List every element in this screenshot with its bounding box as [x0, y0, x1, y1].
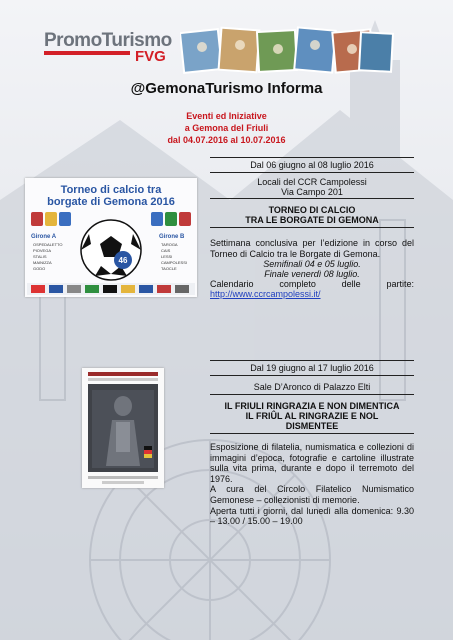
photo-strip	[180, 25, 395, 77]
poster-title-line2: borgate di Gemona 2016	[47, 196, 175, 208]
event1-place-line1: Locali del CCR Campolessi	[257, 177, 367, 187]
brand-promoturismo: PromoTurismo	[44, 30, 172, 51]
poster-title-line1: Torneo di calcio tra	[60, 184, 162, 196]
event1-final: Finale venerdì 08 luglio.	[264, 269, 360, 280]
event2-title-line3: DISMENTEE	[285, 421, 339, 431]
exhibition-poster	[82, 368, 164, 488]
event2-title-line2: IL FRIÛL AL RINGRAZIE E NOL	[245, 411, 379, 421]
group-b-team: TAOCLE	[161, 266, 177, 271]
group-b-team: CAMPOLESSI	[161, 260, 188, 265]
group-a-team: OSPEDALETTO	[33, 242, 63, 247]
event1-title-line2: TRA LE BORGATE DI GEMONA	[245, 215, 379, 225]
crest-icon-right	[151, 212, 191, 226]
event2-date: Dal 19 giugno al 17 luglio 2016	[250, 363, 374, 373]
group-b-label: Girone B	[159, 234, 185, 240]
intro-block	[0, 110, 453, 146]
brand-underline	[44, 51, 130, 55]
group-b-team: LESSI	[161, 254, 173, 259]
event1-date: Dal 06 giugno al 08 luglio 2016	[250, 160, 374, 170]
sponsor-logos	[27, 283, 195, 295]
group-b-team: CAIS	[161, 248, 171, 253]
group-b-team: TAROGA	[161, 242, 178, 247]
event1-place-line2: Via Campo 201	[281, 187, 343, 197]
event1-link[interactable]: http://www.ccrcampolessi.it/	[210, 289, 321, 300]
group-a-team: GODO	[33, 266, 46, 271]
crest-icon-left	[31, 212, 71, 226]
brand-fvg: FVG	[135, 48, 166, 65]
intro-line-2: a Gemona del Friuli	[184, 123, 269, 133]
group-a-label: Girone A	[31, 234, 57, 240]
football-icon	[81, 220, 141, 280]
event1-title-line1: TORNEO DI CALCIO	[268, 205, 356, 215]
intro-line-3: dal 04.07.2016 al 10.07.2016	[167, 135, 286, 145]
page-title: @GemonaTurismo Informa	[130, 80, 323, 97]
event1-calendar: Calendario completo delle partite:	[210, 279, 414, 290]
torneo-poster	[25, 178, 197, 297]
event2-place: Sale D’Aronco di Palazzo Elti	[253, 382, 371, 392]
flag-icon	[144, 446, 152, 450]
edition-badge-number: 46	[118, 256, 128, 265]
event2-organizer: A cura del Circolo Filatelico Numismatico Gemonese – collezionisti di memorie.	[210, 484, 414, 505]
event2-description: Esposizione di filatelia, numismatica e collezioni di immagini d’epoca, fotografie e cartoline illustrate sulla vita prima, durante e dopo il terremoto del 1976.	[210, 442, 414, 484]
event1-description: Settimana conclusiva per l’edizione in corso del Torneo di Calcio tra le Borgate di Gemona.	[210, 238, 414, 259]
group-a-team: PIOVEGA	[33, 248, 52, 253]
event1-semifinal: Semifinali 04 e 05 luglio.	[263, 259, 361, 270]
torneo-poster-art	[25, 178, 197, 297]
exhibition-poster-art	[82, 368, 164, 488]
group-a-team: MAINIZZA	[33, 260, 52, 265]
event2-title-line1: IL FRIULI RINGRAZIA E NON DIMENTICA	[224, 401, 400, 411]
group-a-team: STALIS	[33, 254, 47, 259]
intro-line-1: Eventi ed Iniziative	[186, 111, 267, 121]
event1-block	[210, 157, 414, 299]
event2-block	[210, 360, 414, 527]
event2-hours: Aperta tutti i giorni, dal lunedì alla domenica: 9.30 – 13.00 / 15.00 – 19.00	[210, 505, 414, 527]
